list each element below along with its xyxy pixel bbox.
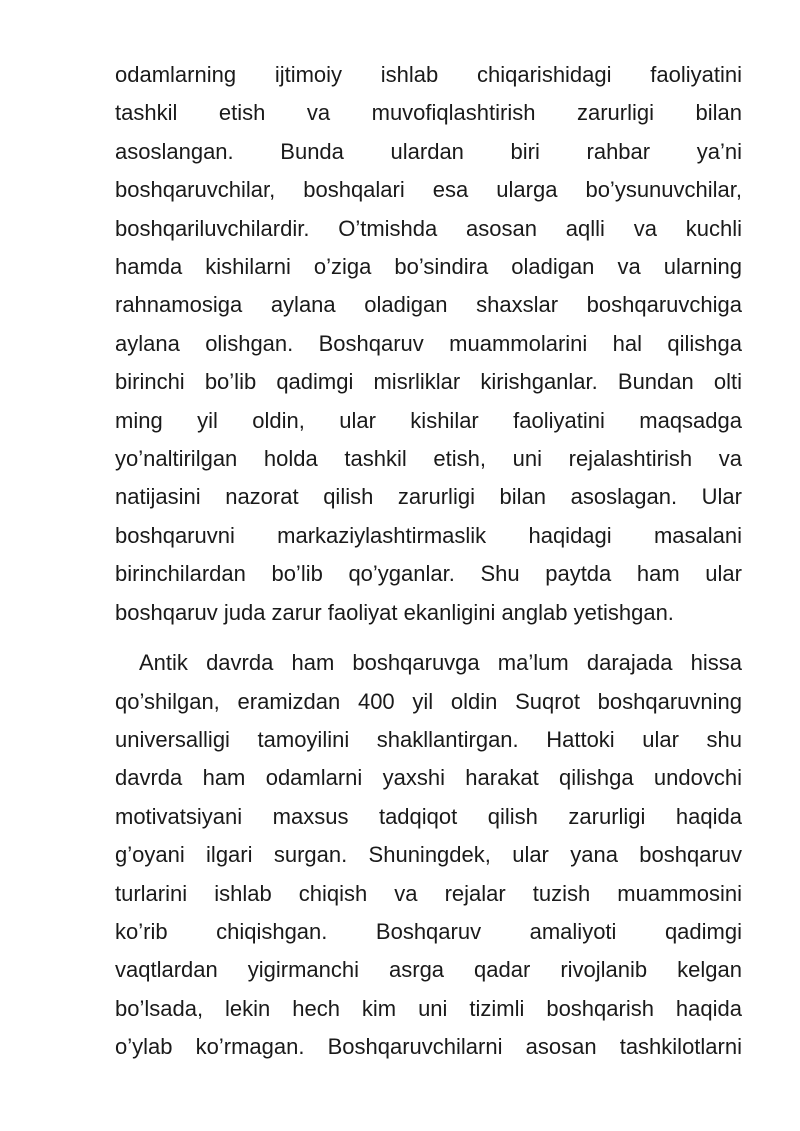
text-line: boshqaruvni markaziylashtirmaslik haqidagi masalani	[115, 522, 742, 548]
text-line: odamlarning ijtimoiy ishlab chiqarishidagi faoliyatini	[115, 62, 742, 87]
paragraph-2	[115, 644, 742, 1066]
text-line: motivatsiyani maxsus tadqiqot qilish zarurligi haqida	[115, 803, 742, 829]
text-line: tashkil etish va muvofiqlashtirish zarurligi bilan	[115, 100, 742, 126]
text-line: boshqaruvchilar, boshqalari esa ularga bo’ysunuvchilar,	[115, 177, 742, 203]
text-line: universalligi tamoyilini shakllantirgan. Hattoki ular shu	[115, 726, 742, 752]
text-line: natijasini nazorat qilish zarurligi bilan asoslagan. Ular	[115, 484, 742, 510]
text-line: boshqaruv juda zarur faoliyat ekanligini anglab yetishgan.	[115, 599, 674, 625]
text-line: rahnamosiga aylana oladigan shaxslar boshqaruvchiga	[115, 292, 742, 318]
text-line: ko’rib chiqishgan. Boshqaruv amaliyoti qadimgi	[115, 918, 742, 944]
text-line: yo’naltirilgan holda tashkil etish, uni rejalashtirish va	[115, 446, 742, 472]
text-line: birinchi bo’lib qadimgi misrliklar kirishganlar. Bundan olti	[115, 369, 742, 395]
text-line: asoslangan. Bunda ulardan biri rahbar ya’ni	[115, 138, 742, 164]
text-line: g’oyani ilgari surgan. Shuningdek, ular yana boshqaruv	[115, 842, 742, 868]
text-line: ming yil oldin, ular kishilar faoliyatini maqsadga	[115, 407, 742, 433]
text-line: davrda ham odamlarni yaxshi harakat qilishga undovchi	[115, 765, 742, 791]
text-line: aylana olishgan. Boshqaruv muammolarini hal qilishga	[115, 330, 742, 356]
text-line: hamda kishilarni o’ziga bo’sindira oladigan va ularning	[115, 254, 742, 280]
text-line: qo’shilgan, eramizdan 400 yil oldin Suqrot boshqaruvning	[115, 688, 742, 714]
text-line: Antik davrda ham boshqaruvga ma’lum darajada hissa	[139, 650, 742, 676]
text-line: boshqariluvchilardir. O’tmishda asosan aqlli va kuchli	[115, 215, 742, 241]
text-line: birinchilardan bo’lib qo’yganlar. Shu paytda ham ular	[115, 561, 742, 587]
text-line: bo’lsada, lekin hech kim uni tizimli boshqarish haqida	[115, 995, 742, 1021]
document-page	[115, 56, 742, 1067]
text-line: vaqtlardan yigirmanchi asrga qadar rivojlanib kelgan	[115, 957, 742, 983]
text-line: o’ylab ko’rmagan. Boshqaruvchilarni asosan tashkilotlarni	[115, 1034, 742, 1060]
text-line: turlarini ishlab chiqish va rejalar tuzish muammosini	[115, 880, 742, 906]
paragraph-1	[115, 56, 742, 632]
